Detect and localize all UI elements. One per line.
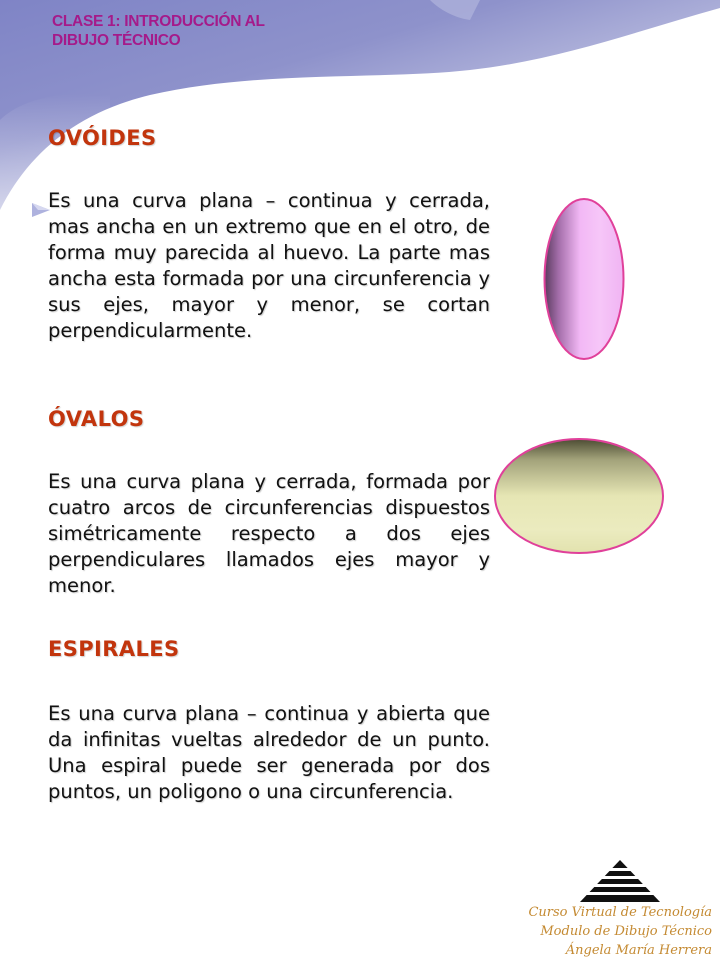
footer-module: Modulo de Dibujo Técnico bbox=[540, 924, 712, 939]
header-title-line2: DIBUJO TÉCNICO bbox=[52, 32, 181, 49]
oval-shape bbox=[493, 437, 665, 555]
footer-course: Curso Virtual de Tecnología bbox=[528, 905, 712, 920]
header-title-line1: CLASE 1: INTRODUCCIÓN AL bbox=[52, 13, 265, 30]
heading-espirales: ESPIRALES bbox=[48, 637, 180, 661]
footer-credits bbox=[528, 903, 712, 960]
heading-ovalos: ÓVALOS bbox=[48, 407, 145, 431]
bullet-arrow-icon bbox=[30, 200, 54, 220]
heading-ovoides: OVÓIDES bbox=[48, 126, 157, 150]
paragraph-ovoides: Es una curva plana – continua y cerrada, mas ancha en un extremo que en el otro, de forma muy parecida al huevo. La parte mas ancha esta formada por una circunferencia y sus ejes, mayor y menor, se cortan perpendicularmente. bbox=[48, 189, 490, 342]
header-title bbox=[52, 12, 265, 50]
paragraph-ovalos: Es una curva plana y cerrada, formada por cuatro arcos de circunferencias dispuestos simétricamente respecto a dos ejes perpendiculares llamados ejes mayor y menor. bbox=[48, 470, 490, 597]
pyramid-logo bbox=[578, 858, 662, 904]
footer-author: Ángela María Herrera bbox=[565, 943, 712, 958]
paragraph-espirales: Es una curva plana – continua y abierta que da infinitas vueltas alrededor de un punto. Una espiral puede ser generada por dos puntos, un poligono o una circunferencia. bbox=[48, 702, 490, 803]
ovoid-shape bbox=[543, 197, 625, 361]
